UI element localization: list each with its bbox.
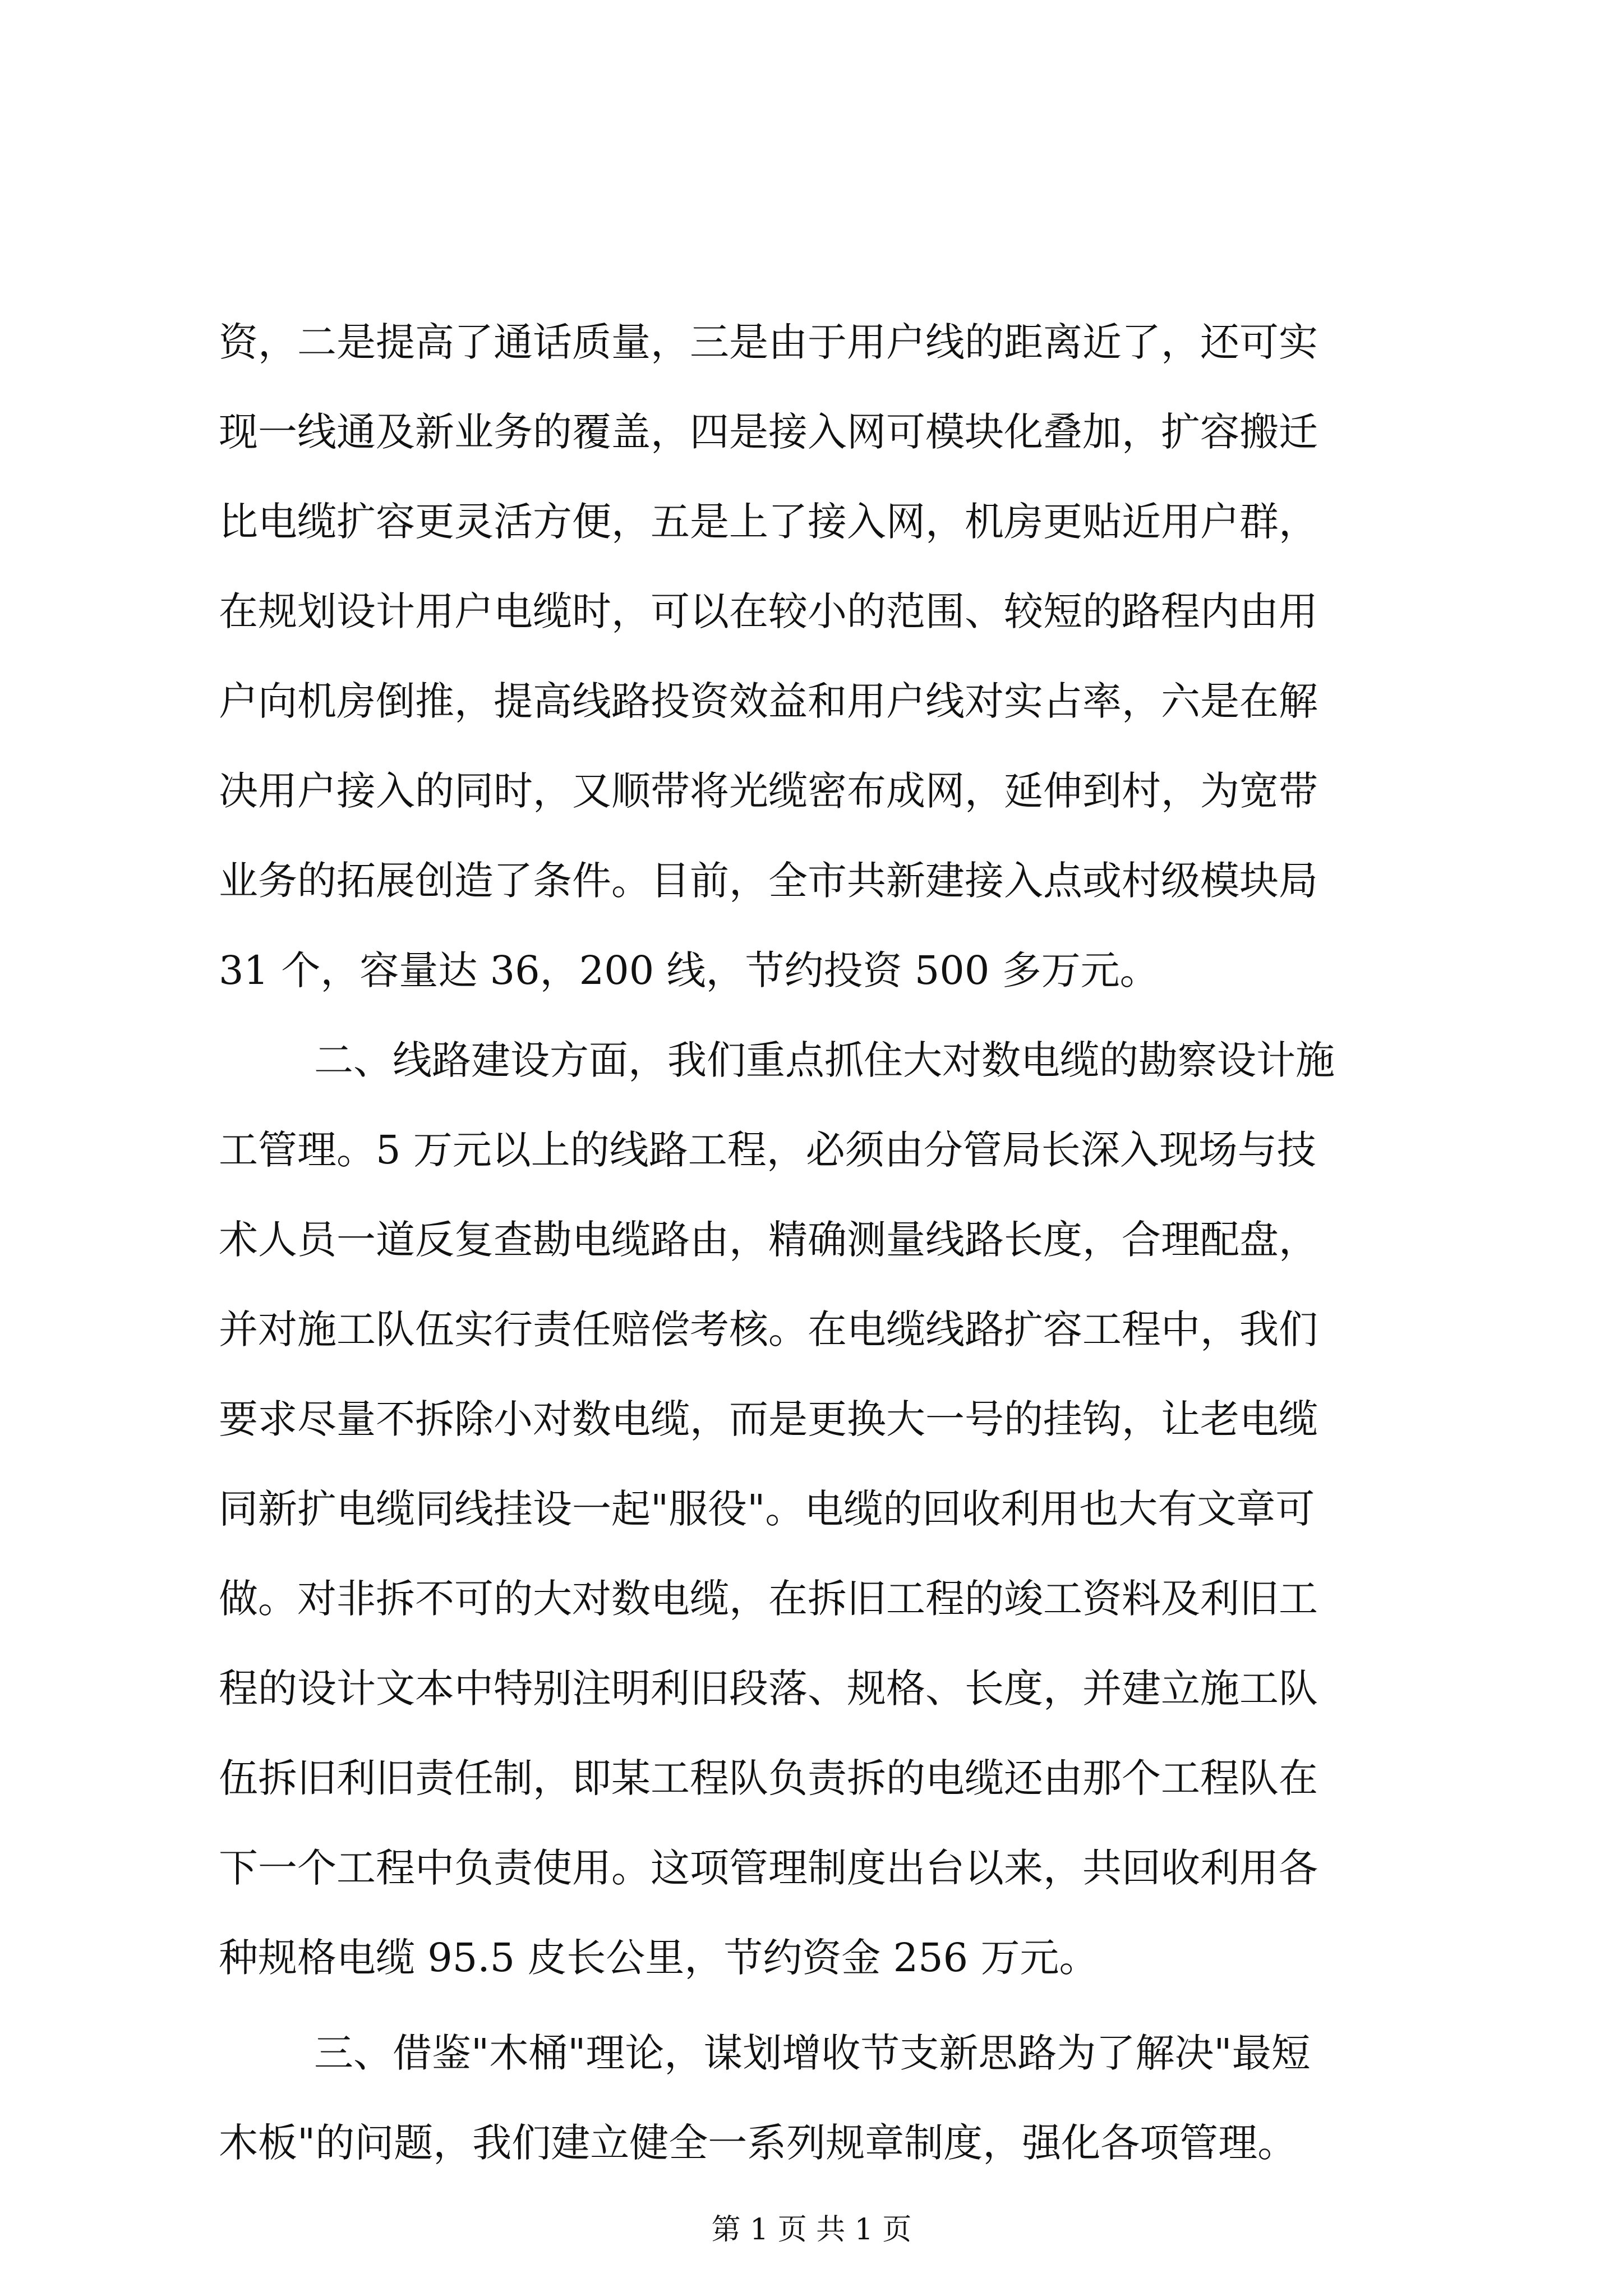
text-line: 同新扩电缆同线挂设一起"服役"。电缆的回收利用也大有文章可	[219, 1486, 1315, 1532]
text-line: 比电缆扩容更灵活方便，五是上了接入网，机房更贴近用户群，	[219, 499, 1318, 545]
text-line: 三、借鉴"木桶"理论，谋划增收节支新思路为了解决"最短	[314, 2030, 1311, 2076]
text-line: 程的设计文本中特别注明利旧段落、规格、长度，并建立施工队	[219, 1665, 1318, 1711]
text-line: 现一线通及新业务的覆盖，四是接入网可模块化叠加，扩容搬迁	[219, 409, 1318, 455]
page-footer: 第 1 页 共 1 页	[711, 2213, 912, 2247]
text-line: 术人员一道反复查勘电缆路由，精确测量线路长度，合理配盘，	[219, 1217, 1318, 1263]
text-line: 木板"的问题，我们建立健全一系列规章制度，强化各项管理。	[219, 2120, 1297, 2166]
text-line: 伍拆旧利旧责任制，即某工程队负责拆的电缆还由那个工程队在	[219, 1755, 1318, 1801]
text-line: 在规划设计用户电缆时，可以在较小的范围、较短的路程内由用	[219, 588, 1318, 634]
text-line: 资，二是提高了通话质量，三是由于用户线的距离近了，还可实	[219, 319, 1318, 365]
text-line: 业务的拓展创造了条件。目前，全市共新建接入点或村级模块局	[219, 858, 1318, 904]
text-line: 做。对非拆不可的大对数电缆，在拆旧工程的竣工资料及利旧工	[219, 1576, 1318, 1622]
text-line: 下一个工程中负责使用。这项管理制度出台以来，共回收利用各	[219, 1845, 1318, 1891]
text-line: 决用户接入的同时，又顺带将光缆密布成网，延伸到村，为宽带	[219, 768, 1318, 814]
text-line: 并对施工队伍实行责任赔偿考核。在电缆线路扩容工程中，我们	[219, 1306, 1318, 1352]
text-line: 31 个，容量达 36，200 线，节约投资 500 多万元。	[219, 947, 1159, 993]
text-line: 户向机房倒推，提高线路投资效益和用户线对实占率，六是在解	[219, 678, 1318, 724]
text-line: 二、线路建设方面，我们重点抓住大对数电缆的勘察设计施	[314, 1037, 1335, 1083]
text-line: 要求尽量不拆除小对数电缆，而是更换大一号的挂钩，让老电缆	[219, 1396, 1318, 1442]
text-line: 种规格电缆 95.5 皮长公里，节约资金 256 万元。	[219, 1935, 1099, 1981]
text-line: 工管理。5 万元以上的线路工程，必须由分管局长深入现场与技	[219, 1127, 1316, 1173]
